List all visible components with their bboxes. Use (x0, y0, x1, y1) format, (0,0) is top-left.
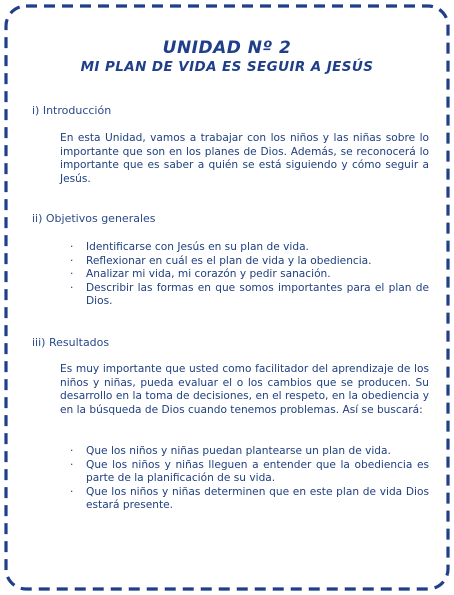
list-item: · Que los niños y niñas lleguen a entender que la obediencia es parte de la planificación de su vida. (70, 458, 429, 485)
bullet-icon: · (70, 485, 74, 498)
list-item: · Identificarse con Jesús en su plan de vida. (70, 241, 309, 253)
unit-title (0, 38, 454, 76)
objetivos-list (70, 241, 429, 309)
introduccion-paragraph: En esta Unidad, vamos a trabajar con los niños y las niñas sobre lo importante que son en los planes de Dios. Además, se reconocerá lo importante que es saber a quién se está siguiendo y cómo seguir a Jesús. (60, 132, 429, 185)
list-item: · Que los niños y niñas determinen que en este plan de vida Dios estará presente. (70, 485, 429, 512)
section-heading-resultados: iii) Resultados (32, 336, 110, 349)
list-item: · Describir las formas en que somos importantes para el plan de Dios. (70, 281, 429, 308)
unit-subtitle: MI PLAN DE VIDA ES SEGUIR A JESÚS (80, 59, 374, 75)
unit-number-title: UNIDAD Nº 2 (162, 38, 292, 58)
resultados-list (70, 445, 429, 513)
bullet-icon: · (70, 241, 74, 253)
bullet-icon: · (70, 445, 74, 457)
resultados-paragraph: Es muy importante que usted como facilitador del aprendizaje de los niños y niñas, pueda evaluar el o los cambios que se producen. Su desarrollo en la toma de decisiones, en el respeto, en la obediencia y en la búsqueda de Dios cuando tenemos problemas. Así se buscará: (60, 363, 429, 416)
section-heading-objetivos: ii) Objetivos generales (32, 212, 156, 225)
bullet-icon: · (70, 254, 74, 267)
list-item: · Reflexionar en cuál es el plan de vida y la obediencia. (70, 254, 372, 267)
section-heading-introduccion: i) Introducción (32, 104, 112, 117)
bullet-icon: · (70, 458, 74, 471)
bullet-icon: · (70, 281, 74, 294)
bullet-icon: · (70, 268, 74, 281)
list-item: · Analizar mi vida, mi corazón y pedir sanación. (70, 268, 331, 281)
list-item: · Que los niños y niñas puedan plantearse un plan de vida. (70, 445, 391, 457)
